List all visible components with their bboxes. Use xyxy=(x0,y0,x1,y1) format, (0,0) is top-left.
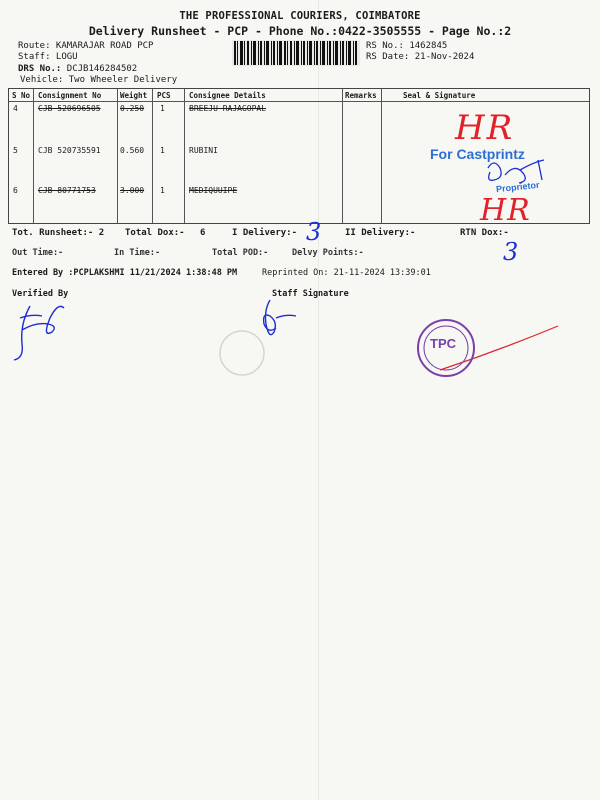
row-consignee: BREEJU RAJAGOPAL xyxy=(189,104,267,113)
proprietor-signature xyxy=(488,160,544,183)
row-weight: 0.560 xyxy=(120,146,145,155)
rtn-handwritten: 3 xyxy=(503,238,519,266)
row-weight: 3.000 xyxy=(120,186,145,195)
total-pod-label: Total POD:- xyxy=(212,248,269,258)
total-runsheet: Tot. Runsheet:- 2 xyxy=(12,228,105,238)
route-text: Route: KAMARAJAR ROAD PCP xyxy=(18,41,154,51)
col-header-sno: S No xyxy=(12,91,31,100)
tpc-seal-text: TPC xyxy=(430,336,456,351)
staff-text: Staff: LOGU xyxy=(18,52,78,62)
row-pcs: 1 xyxy=(160,186,165,195)
row-consignment: CJB 520696505 xyxy=(38,104,101,113)
row-pcs: 1 xyxy=(160,146,165,155)
col-header-pcs: PCS xyxy=(157,91,171,100)
row4-hr-mark: HR xyxy=(455,108,515,148)
out-time-label: Out Time:- xyxy=(12,248,64,258)
runsheet-title: Delivery Runsheet - PCP - Phone No.:0422-3505555 - Page No.:2 xyxy=(88,24,512,38)
row-consignee: MEDIQUUIPE xyxy=(189,186,238,195)
row-sno: 5 xyxy=(13,146,18,155)
col-header-consignment: Consignment No xyxy=(38,91,102,100)
row-consignment: CJB 80771753 xyxy=(38,186,96,195)
i-delivery-handwritten: 3 xyxy=(306,218,322,246)
staff-signature xyxy=(264,300,296,335)
row-pcs: 1 xyxy=(160,104,165,113)
i-delivery-label: I Delivery:- xyxy=(232,228,298,238)
delvy-points-label: Delvy Points:- xyxy=(292,248,364,258)
col-header-remarks: Remarks xyxy=(345,91,377,100)
row6-hr-mark: HR xyxy=(480,193,531,228)
col-header-seal: Seal & Signature xyxy=(403,91,476,100)
vehicle-text: Vehicle: Two Wheeler Delivery xyxy=(20,75,178,85)
company-name: THE PROFESSIONAL COURIERS, COIMBATORE xyxy=(179,10,421,22)
drs-value: DCJB146284502 xyxy=(66,64,138,74)
ii-delivery-label: II Delivery:- xyxy=(345,228,416,238)
row-consignee: RUBINI xyxy=(189,146,218,155)
reprinted-on: Reprinted On: 21-11-2024 13:39:01 xyxy=(262,268,431,278)
faint-seal xyxy=(220,331,264,375)
col-header-consignee: Consignee Details xyxy=(189,91,266,100)
total-dox-value: 6 xyxy=(200,228,206,238)
drs-label: DRS No.: xyxy=(18,64,62,74)
total-dox-label: Total Dox:- xyxy=(125,228,185,238)
red-slash-mark xyxy=(440,326,558,370)
rs-number: RS No.: 1462845 xyxy=(366,41,448,51)
entered-by: Entered By :PCPLAKSHMI 11/21/2024 1:38:48 PM xyxy=(12,268,238,278)
verified-by-label: Verified By xyxy=(12,289,69,299)
proprietor-stamp: Proprietor xyxy=(495,179,540,195)
castprintz-stamp: For Castprintz xyxy=(430,146,525,162)
rtn-dox-label: RTN Dox:- xyxy=(460,228,509,238)
row-consignment: CJB 520735591 xyxy=(38,146,101,155)
row-sno: 6 xyxy=(13,186,18,195)
row-sno: 4 xyxy=(13,104,18,113)
verified-by-signature xyxy=(14,306,64,360)
rs-date: RS Date: 21-Nov-2024 xyxy=(366,52,475,62)
in-time-label: In Time:- xyxy=(114,248,161,258)
staff-signature-label: Staff Signature xyxy=(272,289,349,299)
col-header-weight: Weight xyxy=(120,91,148,100)
row-weight: 0.250 xyxy=(120,104,145,113)
